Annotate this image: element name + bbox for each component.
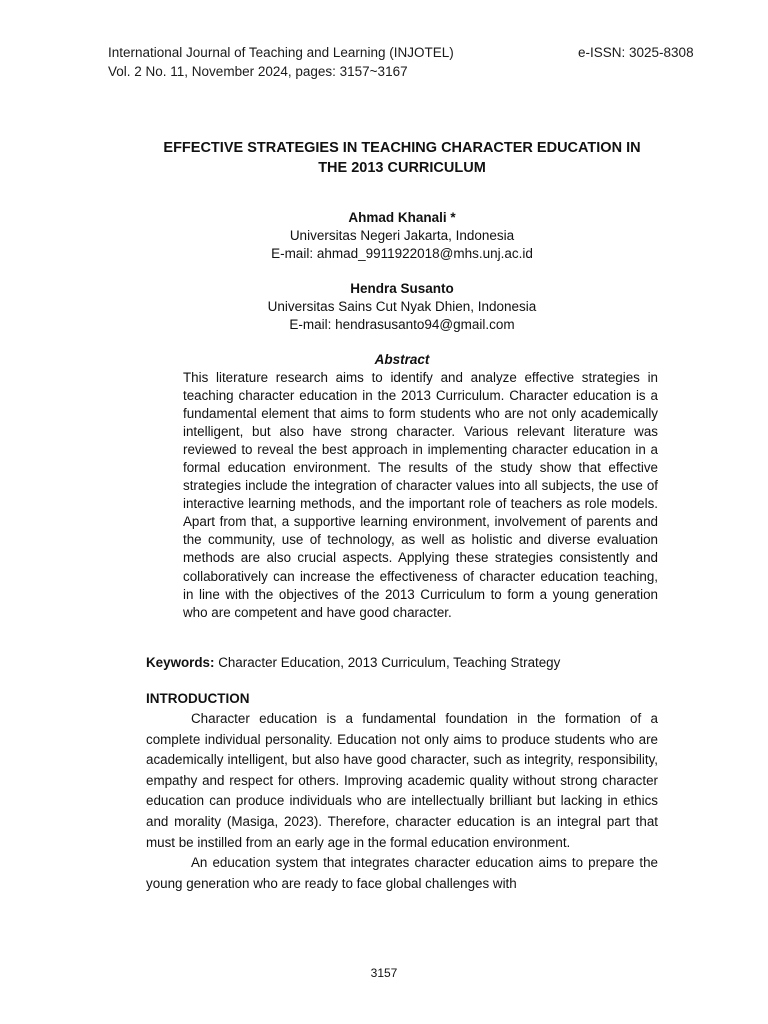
author-email: E-mail: hendrasusanto94@gmail.com xyxy=(289,317,515,332)
keywords xyxy=(146,654,666,672)
author-email: E-mail: ahmad_9911922018@mhs.unj.ac.id xyxy=(271,246,533,261)
author-affiliation: Universitas Sains Cut Nyak Dhien, Indonesia xyxy=(267,299,537,314)
paper-title xyxy=(140,138,664,178)
keywords-list: Character Education, 2013 Curriculum, Teaching Strategy xyxy=(214,655,561,670)
author-block-2 xyxy=(140,280,664,334)
journal-name: International Journal of Teaching and Learning (INJOTEL) xyxy=(108,45,454,60)
abstract-heading: Abstract xyxy=(374,352,430,367)
introduction-body xyxy=(146,709,658,894)
page-number: 3157 xyxy=(370,966,398,980)
paragraph: Character education is a fundamental foundation in the formation of a complete individual personality. Education not only aims to produce students who are academically intelligent, but also have good character, such as integrity, responsibility, empathy and respect for others. Improving academic quality without strong character education can produce individuals who are intellectually brilliant but lacking in ethics and morality (Masiga, 2023). Therefore, character education is an integral part that must be instilled from an early age in the formal education environment. xyxy=(146,711,658,850)
abstract-text: This literature research aims to identify and analyze effective strategies in teaching character education in the 2013 Curriculum. Character education is a fundamental element that aims to form students who are not only academically intelligent, but also have strong character. Various relevant literature was reviewed to reveal the best approach in implementing character education in a formal education environment. The results of the study show that effective strategies include the integration of character values into all subjects, the use of interactive learning methods, and the important role of teachers as role models. Apart from that, a supportive learning environment, involvement of parents and the community, use of technology, as well as holistic and diverse evaluation methods are also crucial aspects. Applying these strategies consistently and collaboratively can increase the effectiveness of character education teaching, in line with the objectives of the 2013 Curriculum to form a young generation who are competent and have good character. xyxy=(183,370,658,620)
author-name: Ahmad Khanali * xyxy=(348,210,456,225)
running-header xyxy=(108,43,454,81)
title-line-1: EFFECTIVE STRATEGIES IN TEACHING CHARACTER EDUCATION IN xyxy=(163,140,641,156)
paragraph: An education system that integrates character education aims to prepare the young generation who are ready to face global challenges with xyxy=(146,855,658,891)
author-block-1 xyxy=(140,209,664,263)
issn-label: e-ISSN: 3025-8308 xyxy=(578,45,694,60)
issue-info: Vol. 2 No. 11, November 2024, pages: 3157~3167 xyxy=(108,64,408,79)
author-affiliation: Universitas Negeri Jakarta, Indonesia xyxy=(289,228,515,243)
title-line-2: THE 2013 CURRICULUM xyxy=(318,160,486,176)
section-heading-introduction: INTRODUCTION xyxy=(146,691,250,706)
keywords-label: Keywords: xyxy=(146,655,215,670)
author-name: Hendra Susanto xyxy=(350,281,454,296)
